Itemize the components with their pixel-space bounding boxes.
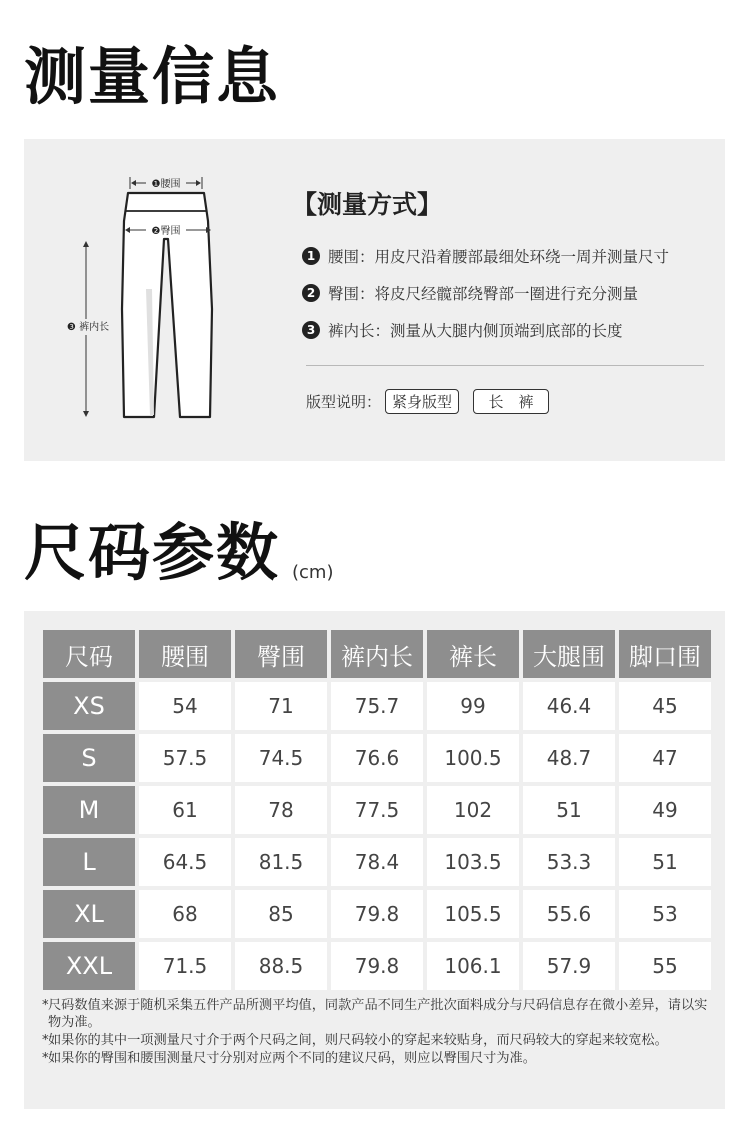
size-unit: (cm) bbox=[292, 562, 334, 583]
header-length: 裤长 bbox=[427, 630, 523, 682]
note-text: 如果你的其中一项测量尺寸介于两个尺码之间，则尺码较小的穿起来较贴身，而尺码较大的穿起来较宽松。 bbox=[48, 1033, 668, 1048]
header-size: 尺码 bbox=[43, 630, 139, 682]
fit-label: 版型说明： bbox=[306, 393, 382, 411]
cell-waist: 68 bbox=[139, 890, 235, 942]
header-inseam: 裤内长 bbox=[331, 630, 427, 682]
cell-hip: 74.5 bbox=[235, 734, 331, 786]
cell-inseam: 79.8 bbox=[331, 942, 427, 990]
cell-inseam: 79.8 bbox=[331, 890, 427, 942]
table-header-row bbox=[43, 630, 711, 682]
size-panel bbox=[24, 611, 725, 1109]
cell-thigh: 51 bbox=[523, 786, 619, 838]
number-badge-icon: 1 bbox=[302, 247, 320, 265]
waist-label: ❶腰围 bbox=[151, 179, 181, 190]
cell-size: XL bbox=[43, 890, 139, 942]
cell-waist: 64.5 bbox=[139, 838, 235, 890]
cell-hem: 49 bbox=[619, 786, 711, 838]
note-text: 尺码数值来源于随机采集五件产品所测平均值，同款产品不同生产批次面料成分与尺码信息存在微小差异，请以实物为准。 bbox=[48, 998, 708, 1030]
note-item: * 尺码数值来源于随机采集五件产品所测平均值，同款产品不同生产批次面料成分与尺码信息存在微小差异，请以实物为准。 bbox=[42, 997, 710, 1031]
header-hip: 臀围 bbox=[235, 630, 331, 682]
table-row bbox=[43, 734, 711, 786]
method-item-text: 裤内长：测量从大腿内侧顶端到底部的长度 bbox=[328, 322, 623, 340]
inseam-arrow bbox=[67, 241, 109, 417]
measurement-panel bbox=[24, 139, 725, 461]
table-row bbox=[43, 942, 711, 990]
note-item: * 如果你的臀围和腰围测量尺寸分别对应两个不同的建议尺码，则应以臀围尺寸为准。 bbox=[42, 1051, 536, 1066]
cell-length: 99 bbox=[427, 682, 523, 734]
cell-size: XS bbox=[43, 682, 139, 734]
inseam-label: ❸ 裤内长 bbox=[66, 322, 110, 333]
cell-thigh: 53.3 bbox=[523, 838, 619, 890]
cell-hip: 88.5 bbox=[235, 942, 331, 990]
cell-size: M bbox=[43, 786, 139, 838]
size-section-title: 尺码参数 bbox=[24, 516, 281, 589]
note-item: * 如果你的其中一项测量尺寸介于两个尺码之间，则尺码较小的穿起来较贴身，而尺码较大的穿起来较宽松。 bbox=[42, 1033, 668, 1048]
notes bbox=[42, 997, 710, 1068]
number-badge-icon: 2 bbox=[302, 284, 320, 302]
size-table bbox=[43, 630, 711, 990]
cell-waist: 61 bbox=[139, 786, 235, 838]
cell-hip: 85 bbox=[235, 890, 331, 942]
cell-hem: 47 bbox=[619, 734, 711, 786]
method-item-text: 腰围：用皮尺沿着腰部最细处环绕一周并测量尺寸 bbox=[328, 248, 670, 266]
cell-inseam: 76.6 bbox=[331, 734, 427, 786]
cell-length: 103.5 bbox=[427, 838, 523, 890]
method-item-inseam bbox=[302, 319, 623, 341]
cell-thigh: 57.9 bbox=[523, 942, 619, 990]
fit-tag-long-pants: 长 裤 bbox=[473, 389, 549, 414]
header-waist: 腰围 bbox=[139, 630, 235, 682]
table-row bbox=[43, 890, 711, 942]
cell-hip: 81.5 bbox=[235, 838, 331, 890]
method-title: 【测量方式】 bbox=[292, 190, 443, 219]
hip-label: ❷臀围 bbox=[151, 226, 181, 237]
cell-hem: 55 bbox=[619, 942, 711, 990]
table-row bbox=[43, 838, 711, 890]
cell-length: 102 bbox=[427, 786, 523, 838]
fit-tag-slim: 紧身版型 bbox=[385, 389, 459, 414]
table-row bbox=[43, 682, 711, 734]
cell-hem: 53 bbox=[619, 890, 711, 942]
header-hem: 脚口围 bbox=[619, 630, 711, 682]
cell-thigh: 46.4 bbox=[523, 682, 619, 734]
header-thigh: 大腿围 bbox=[523, 630, 619, 682]
cell-size: XXL bbox=[43, 942, 139, 990]
cell-size: L bbox=[43, 838, 139, 890]
waist-arrow bbox=[130, 177, 202, 190]
cell-length: 105.5 bbox=[427, 890, 523, 942]
cell-inseam: 78.4 bbox=[331, 838, 427, 890]
measure-section-title: 测量信息 bbox=[24, 40, 281, 113]
note-text: 如果你的臀围和腰围测量尺寸分别对应两个不同的建议尺码，则应以臀围尺寸为准。 bbox=[48, 1051, 536, 1066]
cell-waist: 54 bbox=[139, 682, 235, 734]
method-item-hip bbox=[302, 282, 638, 304]
number-badge-icon: 3 bbox=[302, 321, 320, 339]
method-item-waist bbox=[302, 245, 669, 267]
cell-length: 106.1 bbox=[427, 942, 523, 990]
cell-size: S bbox=[43, 734, 139, 786]
cell-inseam: 75.7 bbox=[331, 682, 427, 734]
cell-hem: 45 bbox=[619, 682, 711, 734]
cell-thigh: 55.6 bbox=[523, 890, 619, 942]
cell-length: 100.5 bbox=[427, 734, 523, 786]
cell-hip: 78 bbox=[235, 786, 331, 838]
cell-hip: 71 bbox=[235, 682, 331, 734]
cell-hem: 51 bbox=[619, 838, 711, 890]
cell-waist: 57.5 bbox=[139, 734, 235, 786]
fit-description bbox=[306, 389, 549, 414]
divider bbox=[306, 365, 704, 366]
cell-inseam: 77.5 bbox=[331, 786, 427, 838]
cell-thigh: 48.7 bbox=[523, 734, 619, 786]
pants-diagram bbox=[64, 169, 264, 429]
table-row bbox=[43, 786, 711, 838]
cell-waist: 71.5 bbox=[139, 942, 235, 990]
method-item-text: 臀围：将皮尺经髋部绕臀部一圈进行充分测量 bbox=[328, 285, 639, 303]
